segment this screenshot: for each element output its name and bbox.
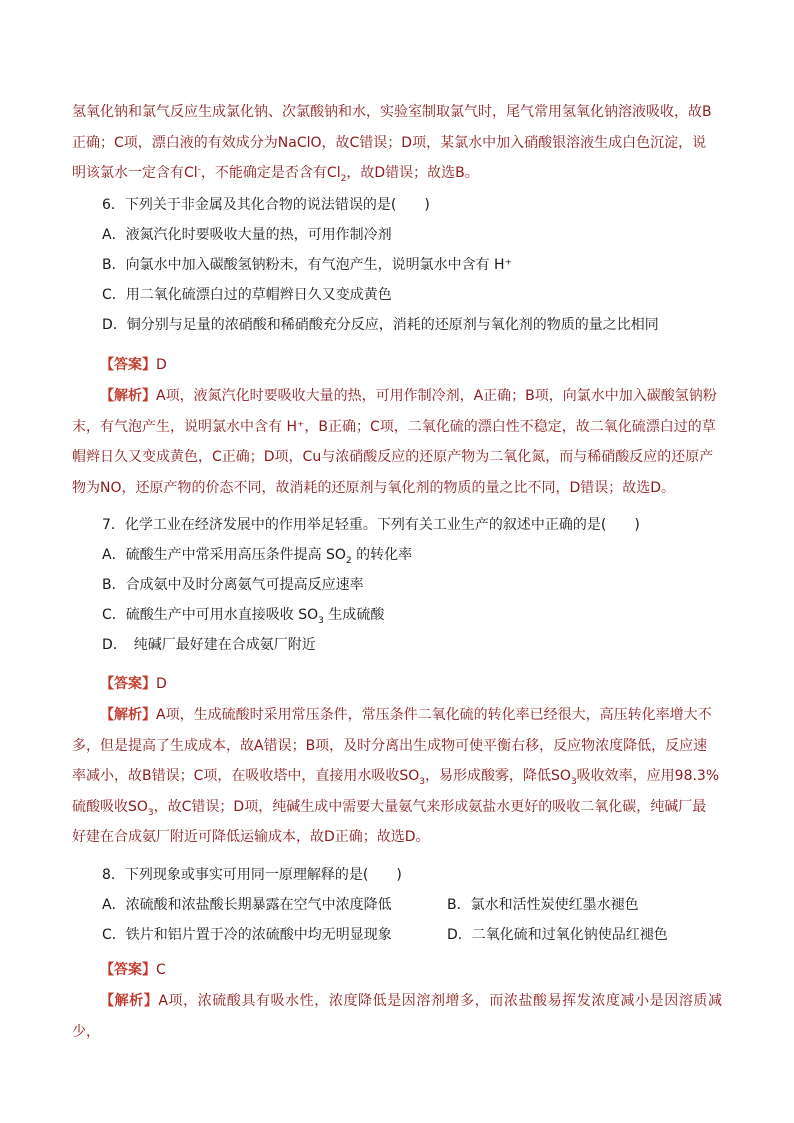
option-a: A．液氮汽化时要吸收大量的热，可用作制冷剂: [102, 227, 392, 243]
analysis-tag: 【解析】: [100, 707, 156, 723]
answer-tag: 【答案】: [100, 676, 156, 692]
answer-tag: 【答案】: [100, 962, 156, 978]
text-line: 正确；C项，漂白液的有效成分为NaClO，故C错误；D项，某氯水中加入硝酸银溶液生成白色沉淀，说: [72, 134, 707, 151]
prev-analysis-continuation: [72, 97, 722, 189]
text-line: 硫酸吸收$SO_3$，故C错误；D项，纯碱生成中需要大量氨气来形成氨盐水更好的吸收二氧化碳，纯碱厂最: [72, 798, 707, 818]
option-a: A．硫酸生产中常采用高压条件提高 $SO_2$ 的转化率: [102, 547, 413, 566]
answer-8: [72, 955, 722, 986]
analysis-tag: 【解析】: [100, 993, 159, 1009]
text-line: A项，浓硫酸具有吸水性，浓度降低是因溶剂增多，而浓盐酸易挥发浓度减小是因溶质减少，: [72, 993, 722, 1040]
answer-7: [72, 669, 722, 700]
option-d: D． 纯碱厂最好建在合成氨厂附近: [102, 637, 316, 653]
text-line: A项，液氮汽化时要吸收大量的热，可用作制冷剂，A正确；B项，向氯水中加入碳酸氢钠粉: [156, 388, 717, 404]
question-stem: 8．下列现象或事实可用同一原理解释的是( ): [102, 867, 402, 883]
text-line: 明该氯水一定含有Cl-，不能确定是否含有$Cl_2$，故D错误；故选B。: [72, 164, 479, 184]
answer-6: [72, 350, 722, 381]
analysis-8: [72, 986, 722, 1047]
option-c: C．用二氧化硫漂白过的草帽辫日久又变成黄色: [102, 287, 392, 303]
text-line: 多，但是提高了生成成本，故A错误；B项，及时分离出生成物可使平衡右移，反应物浓度降低，反应速: [72, 737, 708, 754]
text-line: 末，有气泡产生，说明氯水中含有 H⁺，B正确；C项，二氧化硫的漂白性不稳定，故二氧化硫漂白过的草: [72, 418, 716, 435]
text-line: A项，生成硫酸时采用常压条件，常压条件二氧化硫的转化率已经很大，高压转化率增大不: [156, 707, 712, 723]
option-b: B．氯水和活性炭使红墨水褪色: [447, 897, 639, 913]
text-line: 帽辫日久又变成黄色，C正确；D项，Cu与浓硝酸反应的还原产物为二氧化氮，而与稀硝酸反应的还原产: [72, 449, 714, 465]
option-a: A．浓硫酸和浓盐酸长期暴露在空气中浓度降低: [102, 897, 392, 913]
text-line: 物为NO，还原产物的价态不同，故消耗的还原剂与氧化剂的物质的量之比不同，D错误；故选D。: [72, 479, 676, 496]
question-7: [72, 510, 722, 660]
analysis-7: [72, 700, 722, 853]
option-b: B．向氯水中加入碳酸氢钠粉末，有气泡产生，说明氯水中含有 H⁺: [102, 257, 512, 273]
question-stem: 7．化学工业在经济发展中的作用举足轻重。下列有关工业生产的叙述中正确的是( ): [102, 517, 640, 533]
analysis-6: [72, 381, 722, 503]
answer-value: C: [156, 962, 166, 978]
analysis-tag: 【解析】: [100, 388, 156, 404]
question-6: [72, 190, 722, 340]
text-line: 率减小，故B错误；C项，在吸收塔中，直接用水吸收$SO_3$，易形成酸雾，降低$SO_3$吸收效率，应用98.3%: [72, 768, 720, 787]
answer-value: D: [156, 357, 167, 373]
option-b: B．合成氨中及时分离氨气可提高反应速率: [102, 577, 364, 593]
text-line: 氢氧化钠和氯气反应生成氯化钠、次氯酸钠和水，实验室制取氯气时，尾气常用氢氧化钠溶液吸收，故B: [72, 104, 712, 120]
answer-tag: 【答案】: [100, 357, 156, 373]
question-stem: 6．下列关于非金属及其化合物的说法错误的是( ): [102, 197, 430, 213]
option-c: C．硫酸生产中可用水直接吸收 $SO_3$ 生成硫酸: [102, 607, 385, 626]
option-d: D．铜分别与足量的浓硝酸和稀硝酸充分反应，消耗的还原剂与氧化剂的物质的量之比相同: [102, 317, 659, 333]
text-line: 好建在合成氨厂附近可降低运输成本，故D正确；故选D。: [72, 829, 430, 845]
option-d: D．二氧化硫和过氧化钠使品红褪色: [447, 927, 668, 943]
option-c: C．铁片和铝片置于冷的浓硫酸中均无明显现象: [102, 927, 392, 943]
question-8: [72, 860, 722, 950]
answer-value: D: [156, 676, 167, 692]
